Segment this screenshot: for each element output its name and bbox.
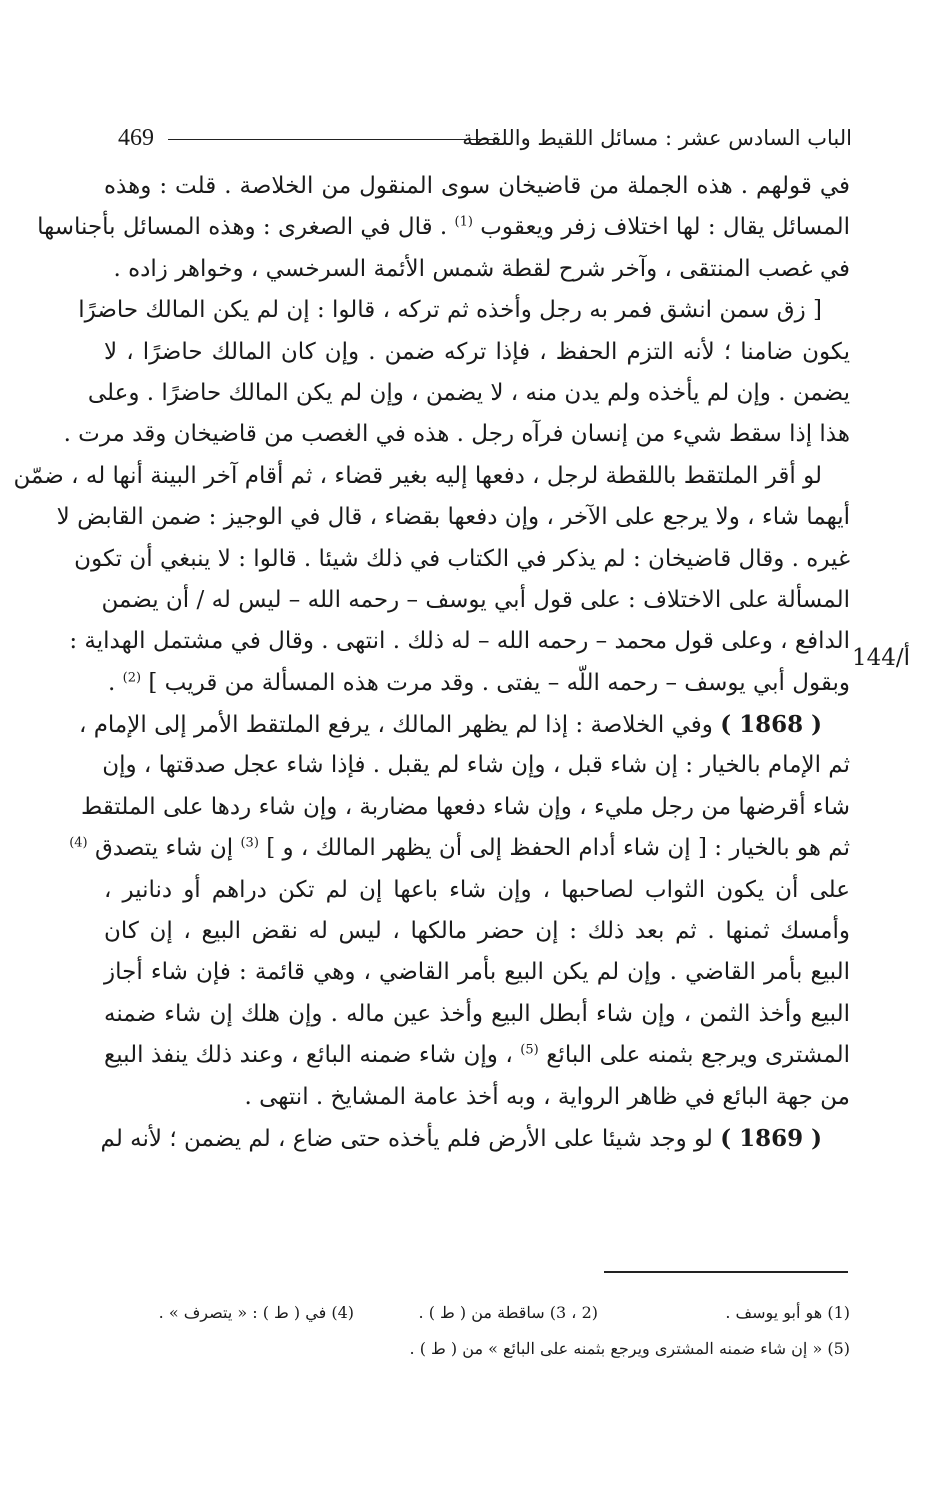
text-line: المسائل يقال : لها اختلاف زفر ويعقوب $^{(1)}$ . قال في الصغرى : وهذه المسائل بأجناسها	[37, 214, 850, 241]
footnote: (1) هو أبو يوسف .	[725, 1303, 850, 1322]
text-line: من جهة البائع في ظاهر الرواية ، وبه أخذ عامة المشايخ . انتهى .	[244, 1083, 850, 1110]
text-line: في غصب المنتقى ، وآخر شرح لقطة شمس الأئمة السرخسي ، وخواهر زاده .	[113, 255, 850, 282]
footnote-ref: (5)	[520, 1042, 539, 1058]
manuscript-folio-note: 144/أ	[852, 645, 911, 671]
text-line: على أن يكون الثواب لصاحبها ، وإن شاء باعها إن لم تكن دراهم أو دنانير ،	[104, 876, 850, 903]
footnote: (4) في ( ط ) : « يتصرف » .	[158, 1303, 354, 1322]
text-line: لو أقر الملتقط باللقطة لرجل ، دفعها إليه بغير قضاء ، ثم أقام آخر البينة أنها له ، ضمّن	[13, 462, 822, 489]
text-line: في قولهم . هذه الجملة من قاضيخان سوى المنقول من الخلاصة . قلت : وهذه	[104, 173, 850, 199]
text-line: يضمن . وإن لم يأخذه ولم يدن منه ، لا يضمن ، وإن لم يكن المالك حاضرًا . وعلى	[87, 379, 850, 406]
text-line: يكون ضامنا ؛ لأنه التزم الحفظ ، فإذا تركه ضمن . وإن كان المالك حاضرًا ، لا	[104, 338, 850, 365]
header-rule	[168, 139, 500, 140]
footnote-ref: (1)	[454, 214, 473, 230]
text-line: ثم الإمام بالخيار : إن شاء قبل ، وإن شاء لم يقبل . فإذا شاء عجل صدقتها ، وإن	[102, 752, 850, 779]
text-line: ( 1869 ) لو وجد شيئا على الأرض فلم يأخذه حتى ضاع ، لم يضمن ؛ لأنه لم	[100, 1124, 822, 1152]
footnote-ref: (3)	[240, 835, 259, 851]
text-line: البيع وأخذ الثمن ، وإن شاء أبطل البيع وأخذ عين ماله . وإن هلك إن شاء ضمنه	[104, 1000, 850, 1027]
footnote-row	[150, 1295, 850, 1331]
page-header	[118, 122, 852, 154]
footnote-ref: (2)	[122, 670, 142, 686]
text-line: المسألة على الاختلاف : على قول أبي يوسف – رحمه الله – ليس له / أن يضمن	[101, 586, 850, 613]
text-line: وبقول أبي يوسف – رحمه اللّه – يفتى . وقد مرت هذه المسألة من قريب ] $^{(2)}$ .	[108, 669, 850, 696]
text-line: [ زق سمن انشق فمر به رجل وأخذه ثم تركه ، قالوا : إن لم يكن المالك حاضرًا	[78, 297, 822, 324]
text-line: شاء أقرضها من رجل مليء ، وإن شاء دفعها مضاربة ، وإن شاء ردها على الملتقط	[80, 793, 850, 820]
text-line: وأمسك ثمنها . ثم بعد ذلك : إن حضر مالكها ، ليس له نقض البيع ، إن كان	[104, 918, 850, 945]
issue-number: ( 1869 )	[720, 1124, 822, 1152]
text-line: غيره . وقال قاضيخان : لم يذكر في الكتاب في ذلك شيئا . قالوا : لا ينبغي أن تكون	[74, 545, 850, 572]
text-line: هذا إذا سقط شيء من إنسان فرآه رجل . هذه في الغصب من قاضيخان وقد مرت .	[63, 421, 850, 448]
text-line: ثم هو بالخيار : [ إن شاء أدام الحفظ إلى أن يظهر المالك ، و ] $^{(3)}$ إن شاء يتصدق $^{(4)}$	[69, 835, 850, 862]
text-line: ( 1868 ) وفي الخلاصة : إذا لم يظهر المالك ، يرفع الملتقط الأمر إلى الإمام ،	[78, 711, 822, 739]
footnote: (2 ، 3) ساقطة من ( ط ) .	[418, 1303, 598, 1322]
text-line: الدافع ، وعلى قول محمد – رحمه الله – له ذلك . انتهى . وقال في مشتمل الهداية :	[69, 628, 850, 655]
footnote-ref: (4)	[69, 835, 88, 851]
main-text	[13, 166, 851, 1159]
footnotes	[150, 1295, 850, 1367]
footnote-row	[150, 1331, 850, 1367]
text-line: أيهما شاء ، ولا يرجع على الآخر ، وإن دفعها بقضاء ، قال في الوجيز : ضمن القابض لا	[56, 504, 850, 531]
footnote: (5) « إن شاء ضمنه المشترى ويرجع بثمنه على البائع » من ( ط ) .	[409, 1339, 850, 1358]
footnote-rule	[604, 1271, 848, 1273]
running-title: الباب السادس عشر : مسائل اللقيط واللقطة	[462, 126, 852, 150]
page-number: 469	[118, 125, 154, 151]
issue-number: ( 1868 )	[720, 711, 822, 739]
text-line: المشترى ويرجع بثمنه على البائع $^{(5)}$ ، وإن شاء ضمنه البائع ، وعند ذلك ينفذ البيع	[104, 1042, 851, 1069]
text-line: البيع بأمر القاضي . وإن لم يكن البيع بأمر القاضي ، وهي قائمة : فإن شاء أجاز	[104, 959, 850, 986]
